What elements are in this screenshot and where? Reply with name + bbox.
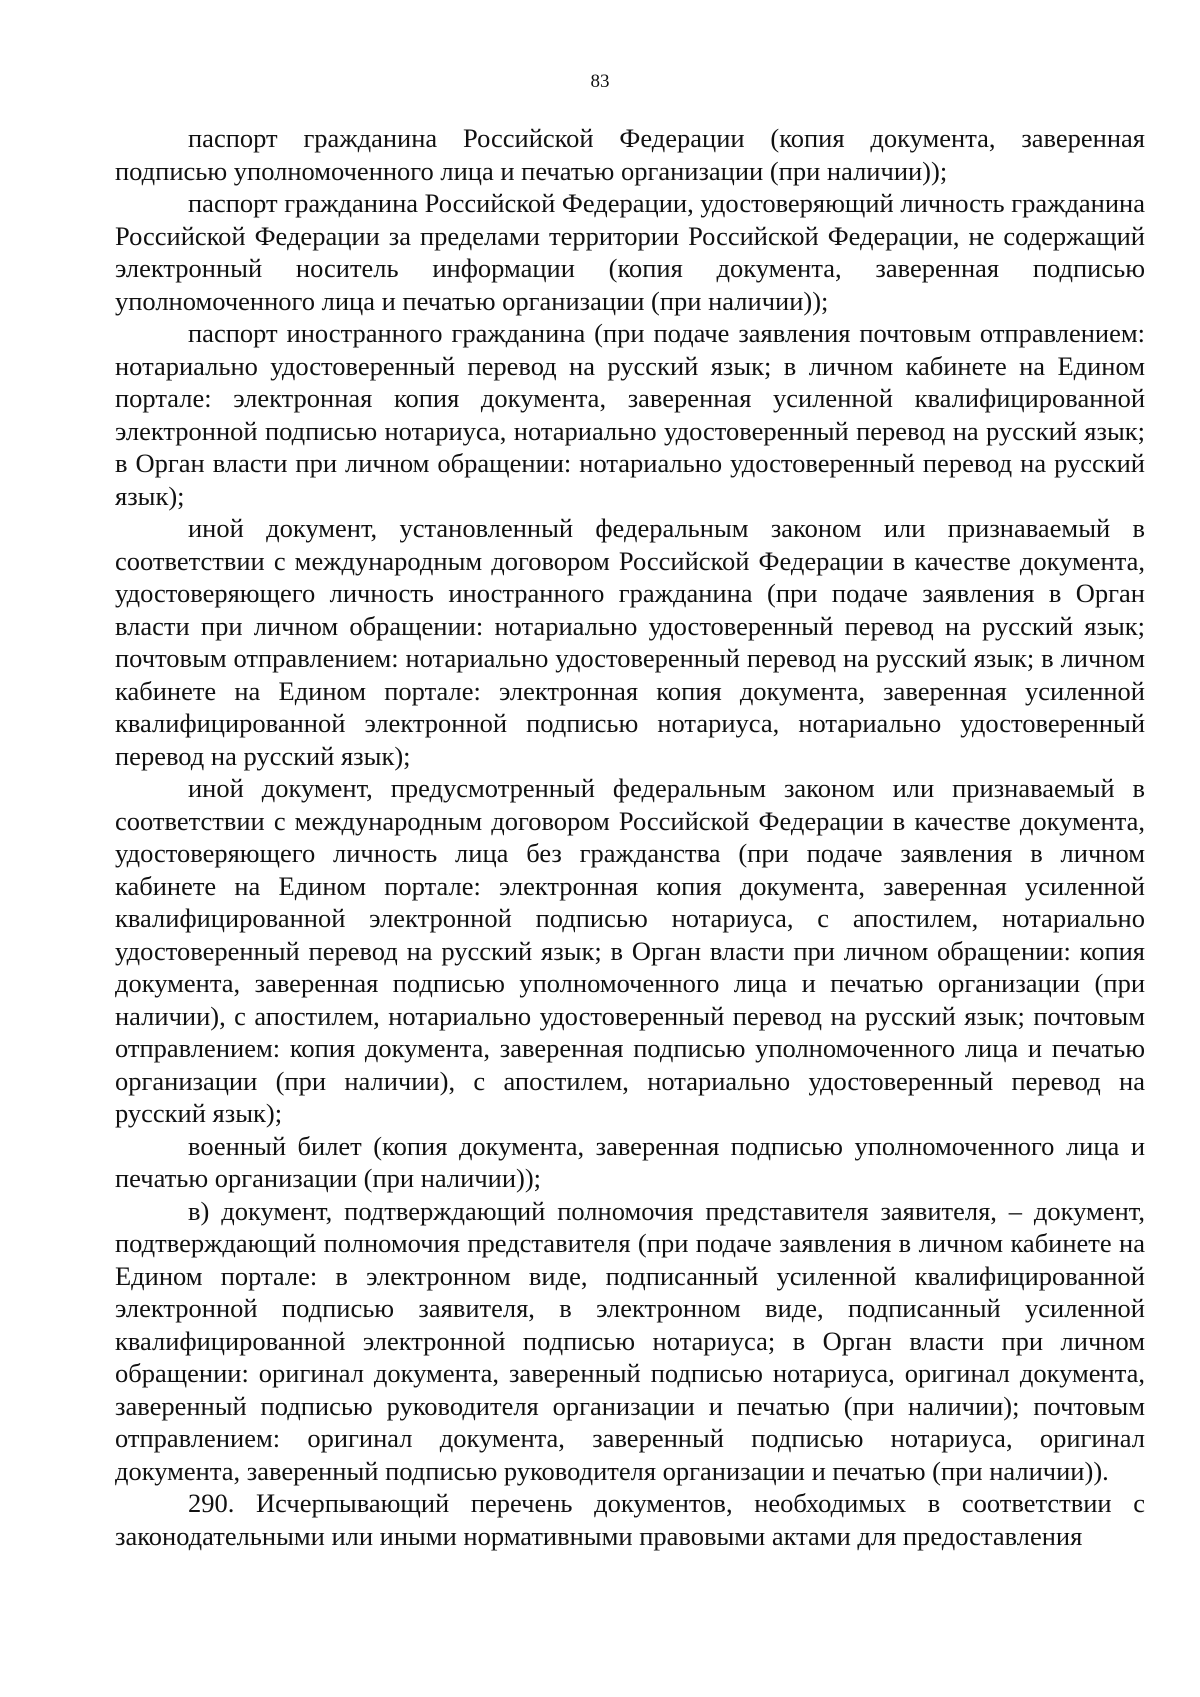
paragraph-military-id: военный билет (копия документа, заверенная подписью уполномоченного лица и печатью организации (при наличии)); — [115, 1130, 1145, 1193]
paragraph-foreign-citizen-passport: паспорт иностранного гражданина (при подаче заявления почтовым отправлением: нотариально удостоверенный перевод на русский язык; в личном кабинете на Едином портале: электронная копия документа, заверенная усиленной квалифицированной электронной подписью нотариуса, нотариально удостоверенный перевод на русский язык; в Орган власти при личном обращении: нотариально удостоверенный перевод на русский язык); — [115, 318, 1145, 511]
paragraph-290: 290. Исчерпывающий перечень документов, необходимых в соответствии с законодательными или иными нормативными правовыми актами для предоставления — [115, 1488, 1145, 1551]
paragraph-foreign-passport-rf: паспорт гражданина Российской Федерации, удостоверяющий личность гражданина Российской Федерации за пределами территории Российской Федерации, не содержащий электронный носитель информации (копия документа, заверенная подписью уполномоченного лица и печатью организации (при наличии)); — [115, 188, 1145, 316]
paragraph-other-document-stateless: иной документ, предусмотренный федеральным законом или признаваемый в соответствии с международным договором Российской Федерации в качестве документа, удостоверяющего личность лица без гражданства (при подаче заявления в личном кабинете на Едином портале: электронная копия документа, заверенная усиленной квалифицированной электронной подписью нотариуса, с апостилем, нотариально удостоверенный перевод на русский язык; в Орган власти при личном обращении: копия документа, заверенная подписью уполномоченного лица и печатью организации (при наличии), с апостилем, нотариально удостоверенный перевод на русский язык; почтовым отправлением: копия документа, заверенная подписью уполномоченного лица и печатью организации (при наличии), с апостилем, нотариально удостоверенный перевод на русский язык); — [115, 773, 1145, 1128]
document-body — [115, 122, 1145, 1552]
paragraph-passport-rf: паспорт гражданина Российской Федерации (копия документа, заверенная подписью уполномоченного лица и печатью организации (при наличии)); — [115, 123, 1145, 186]
paragraph-other-document-foreigner: иной документ, установленный федеральным законом или признаваемый в соответствии с международным договором Российской Федерации в качестве документа, удостоверяющего личность иностранного гражданина (при подаче заявления в Орган власти при личном обращении: нотариально удостоверенный перевод на русский язык; почтовым отправлением: нотариально удостоверенный перевод на русский язык; в личном кабинете на Едином портале: электронная копия документа, заверенная усиленной квалифицированной электронной подписью нотариуса, нотариально удостоверенный перевод на русский язык); — [115, 513, 1145, 771]
page-number: 83 — [590, 71, 610, 92]
paragraph-representative-authority: в) документ, подтверждающий полномочия представителя заявителя, – документ, подтверждающий полномочия представителя (при подаче заявления в личном кабинете на Едином портале: в электронном виде, подписанный усиленной квалифицированной электронной подписью заявителя, в электронном виде, подписанный усиленной квалифицированной электронной подписью нотариуса; в Орган власти при личном обращении: оригинал документа, заверенный подписью нотариуса, оригинал документа, заверенный подписью руководителя организации и печатью (при наличии); почтовым отправлением: оригинал документа, заверенный подписью нотариуса, оригинал документа, заверенный подписью руководителя организации и печатью (при наличии)). — [115, 1195, 1145, 1486]
